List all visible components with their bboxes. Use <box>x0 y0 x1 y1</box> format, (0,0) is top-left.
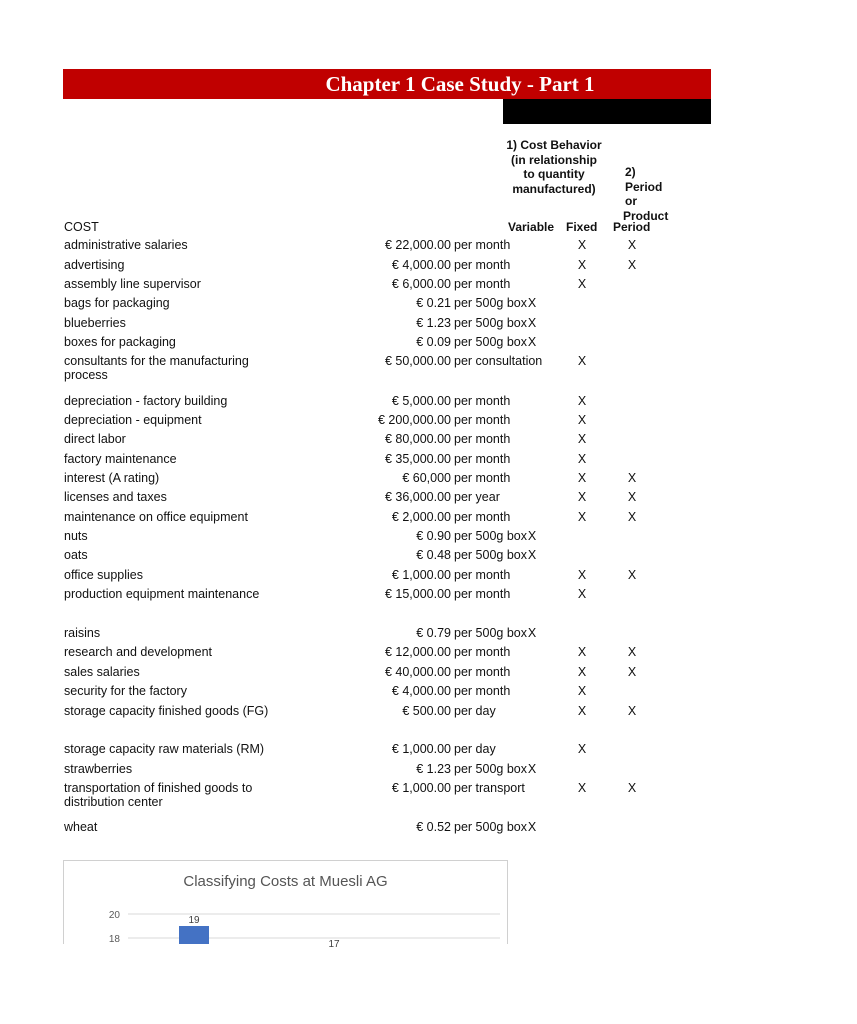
cost-amount: € 0.52 <box>416 820 451 834</box>
y-tick-label: 18 <box>108 934 120 945</box>
period-mark: X <box>627 645 637 659</box>
cost-unit: per month <box>454 238 511 252</box>
cost-amount: € 6,000.00 <box>391 277 451 291</box>
fixed-mark: X <box>577 432 587 446</box>
cost-name: factory maintenance <box>64 452 177 466</box>
cost-unit: per month <box>454 684 511 698</box>
cost-name: security for the factory <box>64 684 187 698</box>
variable-mark: X <box>527 820 537 834</box>
cost-unit: per month <box>454 413 511 427</box>
cost-amount: € 12,000.00 <box>384 645 451 659</box>
period-mark: X <box>627 781 637 795</box>
fixed-mark: X <box>577 394 587 408</box>
cost-name: research and development <box>64 645 213 659</box>
cost-name: storage capacity raw materials (RM) <box>64 742 265 756</box>
cost-unit: per month <box>454 394 511 408</box>
fixed-mark: X <box>577 510 587 524</box>
period-mark: X <box>627 471 637 485</box>
cost-amount: € 4,000.00 <box>391 684 451 698</box>
y-tick-label: 20 <box>108 910 120 921</box>
header-black-bar <box>503 99 711 124</box>
cost-amount: € 4,000.00 <box>391 258 451 272</box>
cost-unit: per day <box>454 742 496 756</box>
cost-name: blueberries <box>64 316 126 330</box>
cost-unit: per year <box>454 490 500 504</box>
cost-name: direct labor <box>64 432 126 446</box>
cost-unit: per month <box>454 471 511 485</box>
fixed-mark: X <box>577 471 587 485</box>
cost-column-header: COST <box>64 220 99 234</box>
cost-unit: per month <box>454 452 511 466</box>
cost-name: interest (A rating) <box>64 471 160 485</box>
cost-amount: € 36,000.00 <box>384 490 451 504</box>
cost-name: administrative salaries <box>64 238 188 252</box>
chart <box>63 860 508 950</box>
fixed-mark: X <box>577 587 587 601</box>
period-mark: X <box>627 665 637 679</box>
variable-mark: X <box>527 762 537 776</box>
cost-name: consultants for the manufacturing process <box>64 354 249 382</box>
header-line: manufactured) <box>512 181 596 196</box>
cost-name: production equipment maintenance <box>64 587 260 601</box>
variable-column-header: Variable <box>508 220 555 234</box>
period-column-header: Period <box>613 220 651 234</box>
cost-name: sales salaries <box>64 665 140 679</box>
cost-name: strawberries <box>64 762 133 776</box>
cost-amount: € 15,000.00 <box>384 587 451 601</box>
cost-amount: € 50,000.00 <box>384 354 451 368</box>
period-product-header <box>600 165 669 223</box>
cost-unit: per month <box>454 665 511 679</box>
cost-name: maintenance on office equipment <box>64 510 248 524</box>
data-label: 19 <box>188 915 200 926</box>
cost-amount: € 2,000.00 <box>391 510 451 524</box>
cost-amount: € 40,000.00 <box>384 665 451 679</box>
cost-unit: per 500g box <box>454 335 527 349</box>
cost-amount: € 35,000.00 <box>384 452 451 466</box>
cost-name: boxes for packaging <box>64 335 176 349</box>
fixed-mark: X <box>577 258 587 272</box>
cost-name: depreciation - equipment <box>64 413 202 427</box>
period-mark: X <box>627 704 637 718</box>
cost-unit: per month <box>454 587 511 601</box>
cost-name: licenses and taxes <box>64 490 167 504</box>
cost-amount: € 0.09 <box>416 335 451 349</box>
cost-unit: per month <box>454 568 511 582</box>
fixed-mark: X <box>577 354 587 368</box>
cost-unit: per 500g box <box>454 762 527 776</box>
fixed-mark: X <box>577 665 587 679</box>
variable-mark: X <box>527 296 537 310</box>
cost-name: wheat <box>64 820 98 834</box>
period-mark: X <box>627 510 637 524</box>
variable-mark: X <box>527 316 537 330</box>
header-line: Product <box>623 208 669 223</box>
cost-unit: per 500g box <box>454 316 527 330</box>
cost-amount: € 1,000.00 <box>391 568 451 582</box>
cost-amount: € 60,000 <box>402 471 451 485</box>
cost-amount: € 500.00 <box>402 704 451 718</box>
fixed-mark: X <box>577 704 587 718</box>
cost-unit: per 500g box <box>454 296 527 310</box>
cost-name: assembly line supervisor <box>64 277 201 291</box>
variable-mark: X <box>527 548 537 562</box>
cost-amount: € 0.48 <box>416 548 451 562</box>
cost-name: bags for packaging <box>64 296 170 310</box>
page-title: Chapter 1 Case Study - Part 1 <box>325 72 595 96</box>
cost-behavior-header <box>500 138 608 196</box>
cost-unit: per day <box>454 704 496 718</box>
header-line: 2) Period or <box>625 165 663 208</box>
fixed-mark: X <box>577 238 587 252</box>
header-line: (in relationship <box>510 152 597 167</box>
cost-name: oats <box>64 548 88 562</box>
cost-unit: per month <box>454 645 511 659</box>
cost-name: office supplies <box>64 568 143 582</box>
cost-amount: € 1.23 <box>416 316 451 330</box>
chart-bar <box>179 926 209 944</box>
cost-amount: € 1.23 <box>416 762 451 776</box>
cost-unit: per 500g box <box>454 626 527 640</box>
cost-amount: € 0.90 <box>416 529 451 543</box>
chart-title: Classifying Costs at Muesli AG <box>183 873 388 890</box>
cost-amount: € 200,000.00 <box>378 413 451 427</box>
cost-amount: € 1,000.00 <box>391 742 451 756</box>
fixed-mark: X <box>577 568 587 582</box>
cost-unit: per month <box>454 432 511 446</box>
cost-amount: € 1,000.00 <box>391 781 451 795</box>
variable-mark: X <box>527 626 537 640</box>
cost-unit: per month <box>454 277 511 291</box>
cost-unit: per 500g box <box>454 820 527 834</box>
period-mark: X <box>627 238 637 252</box>
variable-mark: X <box>527 335 537 349</box>
cost-name: depreciation - factory building <box>64 394 228 408</box>
chart-plot <box>64 861 507 950</box>
fixed-mark: X <box>577 452 587 466</box>
fixed-mark: X <box>577 781 587 795</box>
cost-amount: € 5,000.00 <box>391 394 451 408</box>
period-mark: X <box>627 258 637 272</box>
cost-name: storage capacity finished goods (FG) <box>64 704 269 718</box>
cost-amount: € 22,000.00 <box>384 238 451 252</box>
variable-mark: X <box>527 529 537 543</box>
cost-name: raisins <box>64 626 101 640</box>
cost-unit: per month <box>454 258 511 272</box>
cost-unit: per consultation <box>454 354 543 368</box>
cost-name: advertising <box>64 258 125 272</box>
cost-unit: per 500g box <box>454 529 527 543</box>
fixed-mark: X <box>577 490 587 504</box>
cost-amount: € 80,000.00 <box>384 432 451 446</box>
period-mark: X <box>627 490 637 504</box>
header-line: 1) Cost Behavior <box>506 138 602 152</box>
cost-unit: per month <box>454 510 511 524</box>
fixed-column-header: Fixed <box>566 220 598 234</box>
cost-unit: per 500g box <box>454 548 527 562</box>
cost-amount: € 0.21 <box>416 296 451 310</box>
cost-name: nuts <box>64 529 88 543</box>
cost-amount: € 0.79 <box>416 626 451 640</box>
cost-name: transportation of finished goods to distribution center <box>64 781 253 809</box>
fixed-mark: X <box>577 684 587 698</box>
fixed-mark: X <box>577 277 587 291</box>
period-mark: X <box>627 568 637 582</box>
cost-unit: per transport <box>454 781 525 795</box>
fixed-mark: X <box>577 645 587 659</box>
fixed-mark: X <box>577 413 587 427</box>
fixed-mark: X <box>577 742 587 756</box>
header-line: to quantity <box>523 167 585 181</box>
data-label: 17 <box>328 939 340 950</box>
